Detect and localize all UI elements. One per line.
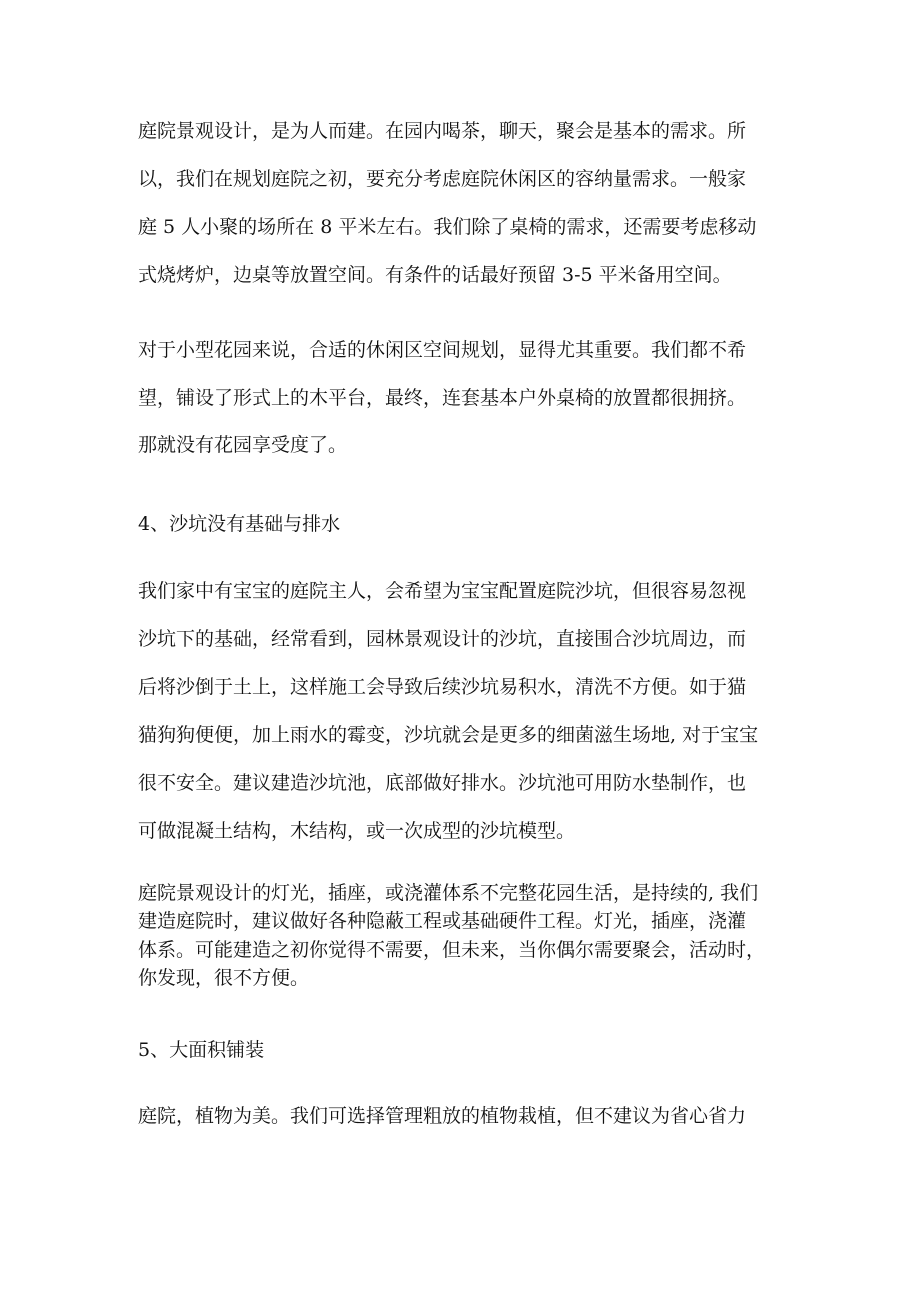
paragraph-line: 庭院景观设计，是为人而建。在园内喝茶，聊天，聚会是基本的需求。所: [138, 120, 747, 142]
paragraph-line: 庭院，植物为美。我们可选择管理粗放的植物栽植，但不建议为省心省力: [138, 1105, 747, 1127]
paragraph-line: 很不安全。建议建造沙坑池，底部做好排水。沙坑池可用防水垫制作，也: [138, 772, 747, 794]
paragraph-line: 那就没有花园享受度了。: [138, 434, 348, 456]
paragraph-line: 可做混凝土结构，木结构，或一次成型的沙坑模型。: [138, 820, 576, 842]
paragraph-line: 体系。可能建造之初你觉得不需要，但未来，当你偶尔需要聚会，活动时，: [138, 939, 766, 961]
section-heading-5: 5、大面积铺装: [138, 1039, 265, 1061]
paragraph-line: 建造庭院时，建议做好各种隐蔽工程或基础硬件工程。灯光，插座，浇灌: [138, 910, 747, 932]
paragraph-line: 你发现，很不方便。: [138, 967, 310, 989]
paragraph-line: 猫狗狗便便，加上雨水的霉变，沙坑就会是更多的细菌滋生场地, 对于宝宝: [138, 724, 759, 746]
paragraph-line: 我们家中有宝宝的庭院主人，会希望为宝宝配置庭院沙坑，但很容易忽视: [138, 580, 747, 602]
paragraph-line: 以，我们在规划庭院之初，要充分考虑庭院休闲区的容纳量需求。一般家: [138, 168, 747, 190]
section-heading-4: 4、沙坑没有基础与排水: [138, 513, 341, 535]
paragraph-line: 庭 5 人小聚的场所在 8 平米左右。我们除了桌椅的需求，还需要考虑移动: [138, 216, 757, 238]
paragraph-line: 后将沙倒于土上，这样施工会导致后续沙坑易积水，清洗不方便。如于猫: [138, 676, 747, 698]
paragraph-line: 对于小型花园来说，合适的休闲区空间规划，显得尤其重要。我们都不希: [138, 339, 747, 361]
paragraph-line: 沙坑下的基础，经常看到，园林景观设计的沙坑，直接围合沙坑周边，而: [138, 628, 747, 650]
paragraph-line: 式烧烤炉，边桌等放置空间。有条件的话最好预留 3-5 平米备用空间。: [138, 264, 732, 286]
paragraph-line: 庭院景观设计的灯光，插座，或浇灌体系不完整花园生活，是持续的, 我们: [138, 882, 759, 904]
paragraph-line: 望，铺设了形式上的木平台，最终，连套基本户外桌椅的放置都很拥挤。: [138, 387, 747, 409]
